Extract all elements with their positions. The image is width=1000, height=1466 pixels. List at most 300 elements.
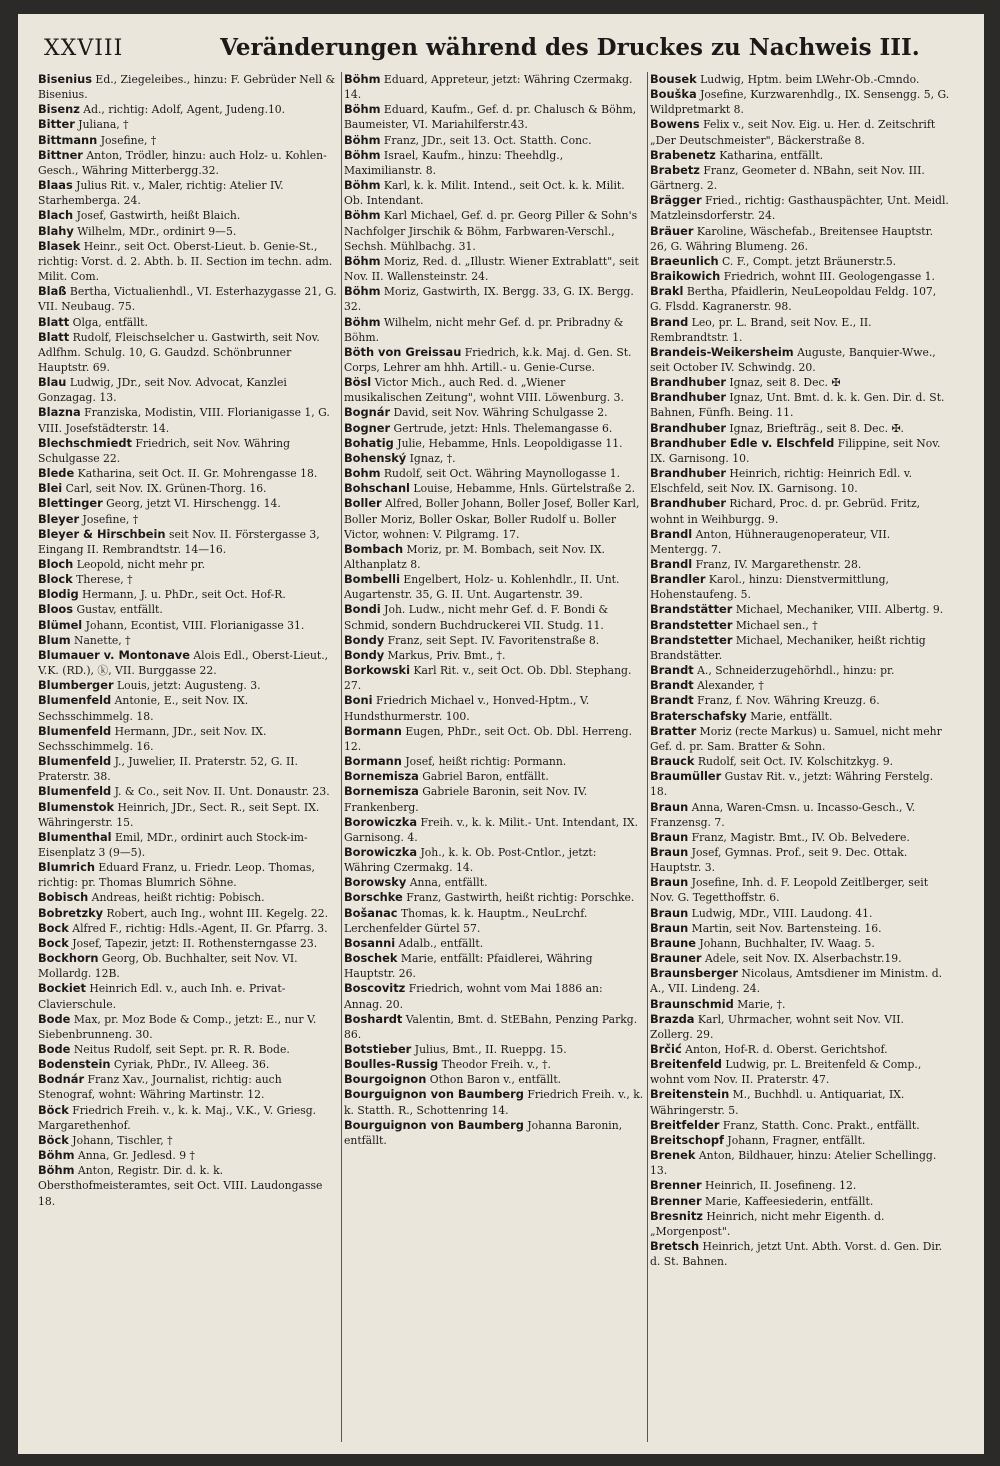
entry-details: Emil, MDr., ordinirt auch Stock-im-Eisenplatz 3 (9—5).	[38, 830, 308, 859]
directory-entry	[650, 693, 950, 708]
entry-details: Rudolf, Fleischselcher u. Gastwirth, seit Nov. Adlfhm. Schulg. 10, G. Gaudzd. Schönbrunner Hauptstr. 69.	[38, 330, 320, 374]
entry-surname: Böhm	[38, 1148, 75, 1163]
directory-entry	[344, 421, 644, 436]
entry-surname: Brägger	[650, 193, 702, 208]
directory-entry	[38, 466, 338, 481]
column-middle	[344, 72, 644, 1444]
entry-surname: Bouška	[650, 87, 697, 102]
directory-entry	[344, 405, 644, 420]
directory-entry	[650, 936, 950, 951]
entry-surname: Braun	[650, 844, 689, 859]
directory-entry	[38, 527, 338, 557]
entry-details: Othon Baron v., entfällt.	[426, 1073, 562, 1087]
entry-details: Franz, Magistr. Bmt., IV. Ob. Belvedere.	[688, 830, 910, 844]
entry-surname: Brazda	[650, 1011, 695, 1026]
entry-surname: Bock	[38, 935, 69, 950]
entry-details: Louise, Hebamme, Hnls. Gürtelstraße 2.	[409, 482, 636, 496]
entry-details: Therese, †	[72, 573, 133, 587]
entry-details: Marie, entfällt: Pfaidlerei, Währing Hauptstr. 26.	[344, 952, 593, 981]
entry-surname: Bräuer	[650, 223, 694, 238]
entry-details: C. F., Compt. jetzt Bräunerstr.5.	[718, 254, 897, 268]
entry-surname: Brandler	[650, 572, 706, 587]
entry-surname: Brand	[650, 314, 689, 329]
directory-entry	[650, 997, 950, 1012]
entry-details: Gustav, entfällt.	[73, 603, 163, 617]
directory-entry	[650, 1209, 950, 1239]
entry-details: Heinrich, JDr., Sect. R., seit Sept. IX. Währingerstr. 15.	[38, 800, 320, 829]
directory-entry	[38, 921, 338, 936]
entry-details: Leo, pr. L. Brand, seit Nov. E., II. Rembrandtstr. 1.	[650, 315, 872, 344]
entry-details: Friedrich Michael v., Honved-Hptm., V. Hundsthurmerstr. 100.	[344, 694, 590, 723]
entry-surname: Bode	[38, 1042, 71, 1056]
entry-surname: Blei	[38, 481, 63, 496]
entry-details: Ignaz, Briefträg., seit 8. Dec. ✠.	[725, 421, 904, 435]
entry-surname: Bloos	[38, 602, 74, 617]
entry-surname: Bretsch	[650, 1239, 700, 1254]
directory-entry	[650, 1194, 950, 1209]
entry-details: Heinr., seit Oct. Oberst-Lieut. b. Genie-St., richtig: Vorst. d. 2. Abth. b. II. Section im techn. adm. Milit. Com.	[38, 239, 333, 284]
entry-details: Georg, jetzt VI. Hirschengg. 14.	[102, 497, 281, 511]
directory-entry	[650, 224, 950, 254]
entry-details: Eduard, Appreteur, jetzt: Währing Czermakg. 14.	[344, 73, 633, 102]
directory-entry	[650, 1087, 950, 1117]
entry-details: Ludwig, pr. L. Breitenfeld & Comp., wohnt vom Nov. II. Praterstr. 47.	[650, 1058, 922, 1087]
directory-entry	[344, 1087, 644, 1117]
directory-entry	[650, 269, 950, 284]
entry-surname: Brandt	[650, 663, 694, 678]
directory-entry	[344, 542, 644, 572]
entry-details: Franz, f. Nov. Währing Kreuzg. 6.	[693, 694, 880, 708]
entry-surname: Blettinger	[38, 496, 103, 511]
entry-details: Franz, Statth. Conc. Prakt., entfällt.	[719, 1118, 920, 1132]
entry-details: Fried., richtig: Gasthauspächter, Unt. Meidl. Matzleinsdorferstr. 24.	[650, 194, 949, 223]
directory-entry	[650, 830, 950, 845]
directory-entry	[344, 602, 644, 632]
entry-surname: Brandhuber Edle v. Elschfeld	[650, 435, 835, 450]
entry-details: Joh., k. k. Ob. Post-Cntlor., jetzt: Währing Czermakg. 14.	[344, 845, 597, 875]
entry-details: Gustav Rit. v., jetzt: Währing Ferstelg. 18.	[650, 770, 934, 799]
directory-entry	[650, 345, 950, 375]
entry-surname: Brandhuber	[650, 420, 726, 435]
entry-surname: Braun	[650, 799, 689, 814]
entry-details: Friedrich, wohnt vom Mai 1886 an: Annag. 20.	[344, 982, 603, 1011]
entry-surname: Brčić	[650, 1042, 682, 1056]
entry-details: Rudolf, seit Oct. Währing Maynollogasse 1.	[380, 467, 621, 481]
entry-details: Anton, Registr. Dir. d. k. k. Obersthofmeisteramtes, seit Oct. VIII. Laudongasse 18.	[38, 1164, 323, 1208]
directory-entry	[38, 1042, 338, 1057]
entry-details: Johanna Baronin, entfällt.	[344, 1118, 623, 1147]
entry-details: Josef, heißt richtig: Pormann.	[401, 755, 567, 769]
directory-entry	[344, 906, 644, 936]
entry-details: Franz, JDr., seit 13. Oct. Statth. Conc.	[380, 133, 592, 147]
entry-details: Victor Mich., auch Red. d. „Wiener musikalischen Zeitung", wohnt VIII. Löwenburg. 3.	[344, 376, 624, 405]
entry-surname: Borkowski	[344, 663, 411, 678]
entry-surname: Bloch	[38, 557, 74, 571]
entry-surname: Bösl	[344, 375, 372, 390]
directory-entry	[38, 860, 338, 890]
entry-surname: Böhm	[344, 178, 381, 193]
entry-details: Eduard Franz, u. Friedr. Leop. Thomas, richtig: pr. Thomas Blumrich Söhne.	[38, 861, 315, 890]
directory-entry	[650, 769, 950, 799]
entry-details: Franz Xav., Journalist, richtig: auch Stenograf, wohnt: Währing Martinstr. 12.	[38, 1073, 282, 1102]
entry-details: Neitus Rudolf, seit Sept. pr. R. R. Bode.	[70, 1043, 290, 1056]
entry-surname: Braun	[650, 920, 689, 935]
directory-entry	[344, 1042, 644, 1057]
entry-details: Heinrich Edl. v., auch Inh. e. Privat-Clavierschule.	[38, 982, 286, 1011]
entry-details: A., Schneiderzugehörhdl., hinzu: pr.	[693, 664, 895, 678]
entry-details: Andreas, heißt richtig: Pobisch.	[88, 891, 265, 905]
entry-details: Anton, Hof-R. d. Oberst. Gerichtshof.	[681, 1043, 888, 1056]
entry-surname: Brakl	[650, 284, 684, 299]
entry-surname: Blum	[38, 632, 71, 647]
directory-entry	[344, 981, 644, 1011]
entry-details: Max, pr. Moz Bode & Comp., jetzt: E., nur V. Siebenbrunneng. 30.	[38, 1012, 317, 1041]
entry-surname: Bohenský	[344, 450, 407, 465]
column-left	[38, 72, 338, 1444]
directory-entry	[38, 890, 338, 905]
entry-surname: Bobisch	[38, 890, 89, 905]
directory-entry	[650, 633, 950, 663]
directory-entry	[650, 1239, 950, 1269]
entry-surname: Brandl	[650, 557, 693, 571]
page-title: Veränderungen während des Druckes zu Nachweis III.	[220, 34, 920, 61]
directory-entry	[650, 557, 950, 572]
entry-surname: Boschek	[344, 951, 398, 966]
entry-surname: Blatt	[38, 329, 70, 344]
directory-entry	[650, 1178, 950, 1193]
directory-entry	[344, 951, 644, 981]
entry-surname: Blumberger	[38, 678, 114, 693]
entry-details: Anton, Trödler, hinzu: auch Holz- u. Kohlen-Gesch., Währing Mitterbergg.32.	[38, 148, 327, 177]
entry-details: Anna, entfällt.	[406, 876, 488, 890]
entry-details: Ludwig, JDr., seit Nov. Advocat, Kanzlei Gonzagag. 13.	[38, 376, 287, 405]
entry-surname: Brandhuber	[650, 496, 726, 511]
entry-surname: Böhm	[344, 132, 381, 147]
entry-surname: Blede	[38, 466, 75, 481]
entry-details: Thomas, k. k. Hauptm., NeuLrchf. Lerchenfelder Gürtel 57.	[344, 906, 588, 935]
entry-surname: Bleyer & Hirschbein	[38, 526, 166, 541]
entry-details: Wilhelm, MDr., ordinirt 9—5.	[73, 224, 237, 238]
entry-surname: Brandt	[650, 693, 694, 708]
entry-details: Ignaz, †.	[406, 451, 456, 465]
directory-entry	[38, 1163, 338, 1208]
entry-details: Josef, Gymnas. Prof., seit 9. Dec. Ottak. Hauptstr. 3.	[650, 845, 908, 875]
directory-entry	[344, 102, 644, 132]
entry-details: Josefine, †	[97, 133, 157, 147]
directory-entry	[650, 496, 950, 526]
entry-surname: Blaas	[38, 178, 73, 193]
entry-surname: Bisenius	[38, 72, 92, 86]
directory-entry	[650, 618, 950, 633]
entry-surname: Böck	[38, 1102, 69, 1117]
entry-details: Moriz, pr. M. Bombach, seit Nov. IX. Althanplatz 8.	[344, 542, 605, 571]
entry-details: Bertha, Victualienhdl., VI. Esterhazygasse 21, G. VII. Neubaug. 75.	[38, 285, 337, 314]
entry-surname: Böhm	[344, 102, 381, 117]
entry-surname: Braun	[650, 829, 689, 844]
directory-entry	[38, 633, 338, 648]
directory-entry	[650, 284, 950, 314]
entry-details: Nicolaus, Amtsdiener im Ministm. d. A., VII. Lindeng. 24.	[650, 967, 943, 996]
directory-entry	[38, 936, 338, 951]
entry-details: Gabriele Baronin, seit Nov. IV. Frankenberg.	[344, 785, 588, 814]
directory-entry	[650, 754, 950, 769]
entry-surname: Blahy	[38, 223, 74, 238]
entry-details: Cyriak, PhDr., IV. Alleeg. 36.	[110, 1058, 270, 1072]
entry-surname: Böhm	[344, 284, 381, 299]
entry-details: Michael sen., †	[732, 618, 818, 632]
entry-surname: Brandhuber	[650, 466, 726, 481]
entry-details: Josefine, Inh. d. F. Leopold Zeitlberger, seit Nov. G. Tegetthoffstr. 6.	[650, 876, 929, 905]
entry-surname: Brandl	[650, 526, 693, 541]
entry-surname: Bogner	[344, 420, 391, 435]
entry-details: Markus, Priv. Bmt., †.	[384, 648, 506, 662]
entry-details: Auguste, Banquier-Wwe., seit October IV. Schwindg. 20.	[650, 345, 936, 374]
directory-entry	[38, 405, 338, 435]
entry-surname: Brandt	[650, 678, 694, 693]
directory-entry	[344, 496, 644, 541]
entry-surname: Brauner	[650, 951, 702, 966]
directory-entry	[650, 572, 950, 602]
entry-surname: Bodnár	[38, 1072, 85, 1087]
entry-surname: Böhm	[344, 314, 381, 329]
column-right	[650, 72, 950, 1444]
entry-surname: Brenek	[650, 1148, 696, 1163]
entry-surname: Boni	[344, 693, 373, 708]
entry-surname: Bresnitz	[650, 1208, 703, 1223]
entry-details: Julius, Bmt., II. Rueppg. 15.	[411, 1043, 567, 1056]
directory-entry	[38, 572, 338, 587]
entry-details: Marie, Kaffeesiederin, entfällt.	[701, 1194, 874, 1208]
entry-details: seit Nov. II. Förstergasse 3, Eingang II. Rembrandtstr. 14—16.	[38, 527, 320, 556]
entry-surname: Bošanac	[344, 905, 398, 920]
entry-details: Josefine, †	[79, 512, 139, 526]
entry-details: Adalb., entfällt.	[395, 936, 484, 950]
entry-details: Heinrich, nicht mehr Eigenth. d. „Morgenpost".	[650, 1209, 885, 1238]
directory-entry	[38, 208, 338, 223]
directory-entry	[38, 1012, 338, 1042]
entry-surname: Brandhuber	[650, 375, 726, 390]
directory-entry	[344, 663, 644, 693]
entry-details: Alexander, †	[693, 679, 764, 693]
directory-entry	[650, 1148, 950, 1178]
entry-details: Johann, Fragner, entfällt.	[723, 1133, 866, 1147]
entry-details: Georg, Ob. Buchhalter, seit Nov. VI. Mollardg. 12B.	[38, 952, 298, 981]
entry-details: Julie, Hebamme, Hnls. Leopoldigasse 11.	[393, 436, 623, 450]
directory-entry	[38, 800, 338, 830]
entry-details: Filippine, seit Nov. IX. Garnisong. 10.	[650, 436, 941, 465]
entry-details: Israel, Kaufm., hinzu: Theehdlg., Maximilianstr. 8.	[344, 148, 564, 177]
directory-entry	[650, 193, 950, 223]
entry-details: Friedrich, k.k. Maj. d. Gen. St. Corps, Lehrer am hhh. Artill.- u. Genie-Curse.	[344, 345, 632, 374]
entry-details: Moriz, Red. d. „Illustr. Wiener Extrablatt", seit Nov. II. Wallensteinstr. 24.	[344, 254, 639, 284]
entry-details: Anton, Bildhauer, hinzu: Atelier Schellingg. 13.	[650, 1149, 937, 1178]
entry-details: Anna, Waren-Cmsn. u. Incasso-Gesch., V. Franzensg. 7.	[650, 800, 916, 829]
directory-entry	[38, 1057, 338, 1072]
directory-entry	[344, 133, 644, 148]
entry-surname: Borschke	[344, 890, 403, 905]
directory-entry	[38, 512, 338, 527]
entry-surname: Blechschmiedt	[38, 435, 132, 450]
directory-entry	[38, 648, 338, 678]
entry-details: Marie, †.	[733, 997, 786, 1011]
entry-surname: Böhm	[344, 208, 381, 223]
entry-details: Wilhelm, nicht mehr Gef. d. pr. Pribradny & Böhm.	[344, 315, 624, 344]
directory-entry	[650, 678, 950, 693]
directory-entry	[650, 800, 950, 830]
directory-entry	[38, 618, 338, 633]
entry-details: Robert, auch Ing., wohnt III. Kegelg. 22.	[103, 906, 329, 920]
entry-details: Franz, Gastwirth, heißt richtig: Porschke.	[402, 891, 635, 905]
directory-entry	[38, 330, 338, 375]
directory-entry	[344, 875, 644, 890]
entry-details: Martin, seit Nov. Bartensteing. 16.	[688, 921, 882, 935]
directory-entry	[650, 117, 950, 147]
entry-details: M., Buchhdl. u. Antiquariat, IX. Währingerstr. 5.	[650, 1088, 905, 1117]
entry-details: Carl, seit Nov. IX. Grünen-Thorg. 16.	[62, 482, 267, 496]
entry-surname: Braumüller	[650, 769, 722, 784]
directory-entry	[650, 921, 950, 936]
entry-details: Rudolf, seit Oct. IV. Kolschitzkyg. 9.	[694, 755, 894, 769]
entry-details: Josef, Tapezir, jetzt: II. Rothensterngasse 23.	[68, 936, 318, 950]
directory-entry	[344, 315, 644, 345]
directory-entry	[650, 315, 950, 345]
entry-surname: Bohatig	[344, 435, 394, 450]
entry-surname: Brabetz	[650, 162, 700, 177]
directory-entry	[344, 754, 644, 769]
directory-entry	[38, 1072, 338, 1102]
entry-details: Alois Edl., Oberst-Lieut., V.K. (RD.), ⓚ, VII. Burggasse 22.	[38, 648, 329, 678]
directory-entry	[344, 72, 644, 102]
entry-details: Ignaz, seit 8. Dec. ✠	[725, 376, 841, 390]
entry-details: Ludwig, MDr., VIII. Laudong. 41.	[688, 906, 873, 920]
entry-surname: Blodig	[38, 587, 79, 602]
directory-entry	[344, 254, 644, 284]
directory-entry	[344, 1118, 644, 1148]
entry-surname: Brauck	[650, 754, 695, 769]
directory-entry	[38, 148, 338, 178]
entry-surname: Brenner	[650, 1193, 702, 1208]
directory-entry	[344, 648, 644, 663]
directory-entry	[38, 906, 338, 921]
entry-surname: Böhm	[344, 72, 381, 86]
entry-surname: Blümel	[38, 617, 83, 632]
entry-surname: Blasek	[38, 238, 81, 253]
directory-entry	[38, 1103, 338, 1133]
entry-surname: Bobretzky	[38, 905, 104, 920]
entry-surname: Brenner	[650, 1178, 702, 1193]
entry-surname: Breitenfeld	[650, 1057, 722, 1072]
entry-details: Marie, entfällt.	[746, 709, 833, 723]
directory-entry	[650, 845, 950, 875]
directory-entry	[38, 693, 338, 723]
entry-surname: Borowiczka	[344, 814, 418, 829]
entry-surname: Bognár	[344, 405, 391, 420]
directory-entry	[344, 481, 644, 496]
directory-entry	[650, 875, 950, 905]
entry-surname: Böhm	[344, 147, 381, 162]
entry-surname: Bourguignon von Baumberg	[344, 1117, 524, 1132]
entry-details: Freih. v., k. k. Milit.- Unt. Intendant, IX. Garnisong. 4.	[344, 815, 639, 844]
entry-details: Adele, seit Nov. IX. Alserbachstr.19.	[701, 952, 902, 966]
entry-details: Anton, Hühneraugenoperateur, VII. Mentergg. 7.	[650, 527, 891, 556]
entry-surname: Borowiczka	[344, 844, 418, 859]
directory-entry	[344, 845, 644, 875]
entry-surname: Bockhorn	[38, 951, 99, 966]
directory-entry	[344, 451, 644, 466]
directory-entry	[38, 178, 338, 208]
entry-details: Ed., Ziegeleibes., hinzu: F. Gebrüder Nell & Bisenius.	[38, 73, 336, 102]
directory-entry	[38, 587, 338, 602]
entry-details: Josef, Gastwirth, heißt Blaich.	[73, 209, 241, 223]
entry-details: Friedrich Freih. v., k. k. Statth. R., Schottenring 14.	[344, 1088, 644, 1117]
directory-entry	[38, 481, 338, 496]
entry-surname: Blumauer v. Montonave	[38, 647, 190, 662]
directory-entry	[650, 906, 950, 921]
entry-surname: Bodenstein	[38, 1057, 111, 1072]
entry-details: Katharina, entfällt.	[715, 148, 824, 162]
directory-entry	[344, 148, 644, 178]
entry-surname: Breitenstein	[650, 1087, 730, 1102]
directory-entry	[650, 421, 950, 436]
directory-entry	[650, 724, 950, 754]
directory-entry	[38, 102, 338, 117]
entry-details: Joh. Ludw., nicht mehr Gef. d. F. Bondi & Schmid, sondern Buchdruckerei VII. Studg. 11.	[344, 603, 609, 632]
entry-details: Theodor Freih. v., †.	[438, 1058, 551, 1072]
entry-details: Franz, IV. Margarethenstr. 28.	[692, 558, 862, 571]
page-number: XXVIII	[44, 36, 124, 61]
entry-details: Friedrich, seit Nov. Währing Schulgasse 22.	[38, 436, 291, 465]
directory-entry	[344, 1072, 644, 1087]
entry-details: Moriz (recte Markus) u. Samuel, nicht mehr Gef. d. pr. Sam. Bratter & Sohn.	[650, 724, 942, 753]
directory-entry	[38, 117, 338, 132]
entry-surname: Bornemisza	[344, 784, 419, 799]
entry-details: Bertha, Pfaidlerin, NeuLeopoldau Feldg. 107, G. Flsdd. Kagranerstr. 98.	[650, 285, 937, 314]
column-divider	[647, 72, 648, 1442]
directory-entry	[344, 208, 644, 253]
entry-surname: Bock	[38, 920, 69, 935]
entry-surname: Böth von Greissau	[344, 344, 462, 359]
directory-entry	[650, 254, 950, 269]
directory-entry	[344, 375, 644, 405]
entry-surname: Bockiet	[38, 981, 86, 996]
entry-details: Alfred F., richtig: Hdls.-Agent, II. Gr. Pfarrg. 3.	[68, 921, 328, 935]
entry-details: Julius Rit. v., Maler, richtig: Atelier IV. Starhemberga. 24.	[38, 179, 284, 208]
entry-surname: Bitter	[38, 117, 75, 132]
entry-surname: Bittner	[38, 147, 83, 162]
entry-surname: Block	[38, 572, 73, 587]
entry-surname: Bormann	[344, 723, 402, 738]
directory-entry	[344, 936, 644, 951]
entry-surname: Bratter	[650, 723, 697, 738]
directory-entry	[38, 375, 338, 405]
entry-details: Gabriel Baron, entfällt.	[418, 770, 549, 784]
entry-surname: Blumenfeld	[38, 723, 112, 738]
directory-entry	[650, 602, 950, 617]
entry-surname: Brandhuber	[650, 390, 726, 405]
directory-entry	[650, 72, 950, 87]
entry-surname: Blatt	[38, 314, 70, 329]
entry-details: Michael, Mechaniker, VIII. Albertg. 9.	[732, 603, 944, 617]
entry-surname: Braikowich	[650, 269, 721, 284]
entry-surname: Bleyer	[38, 511, 80, 526]
entry-surname: Bousek	[650, 72, 697, 86]
directory-entry	[38, 133, 338, 148]
entry-surname: Bornemisza	[344, 769, 419, 784]
column-divider	[341, 72, 342, 1442]
directory-entry	[38, 754, 338, 784]
directory-entry	[650, 1118, 950, 1133]
directory-entry	[38, 557, 338, 572]
